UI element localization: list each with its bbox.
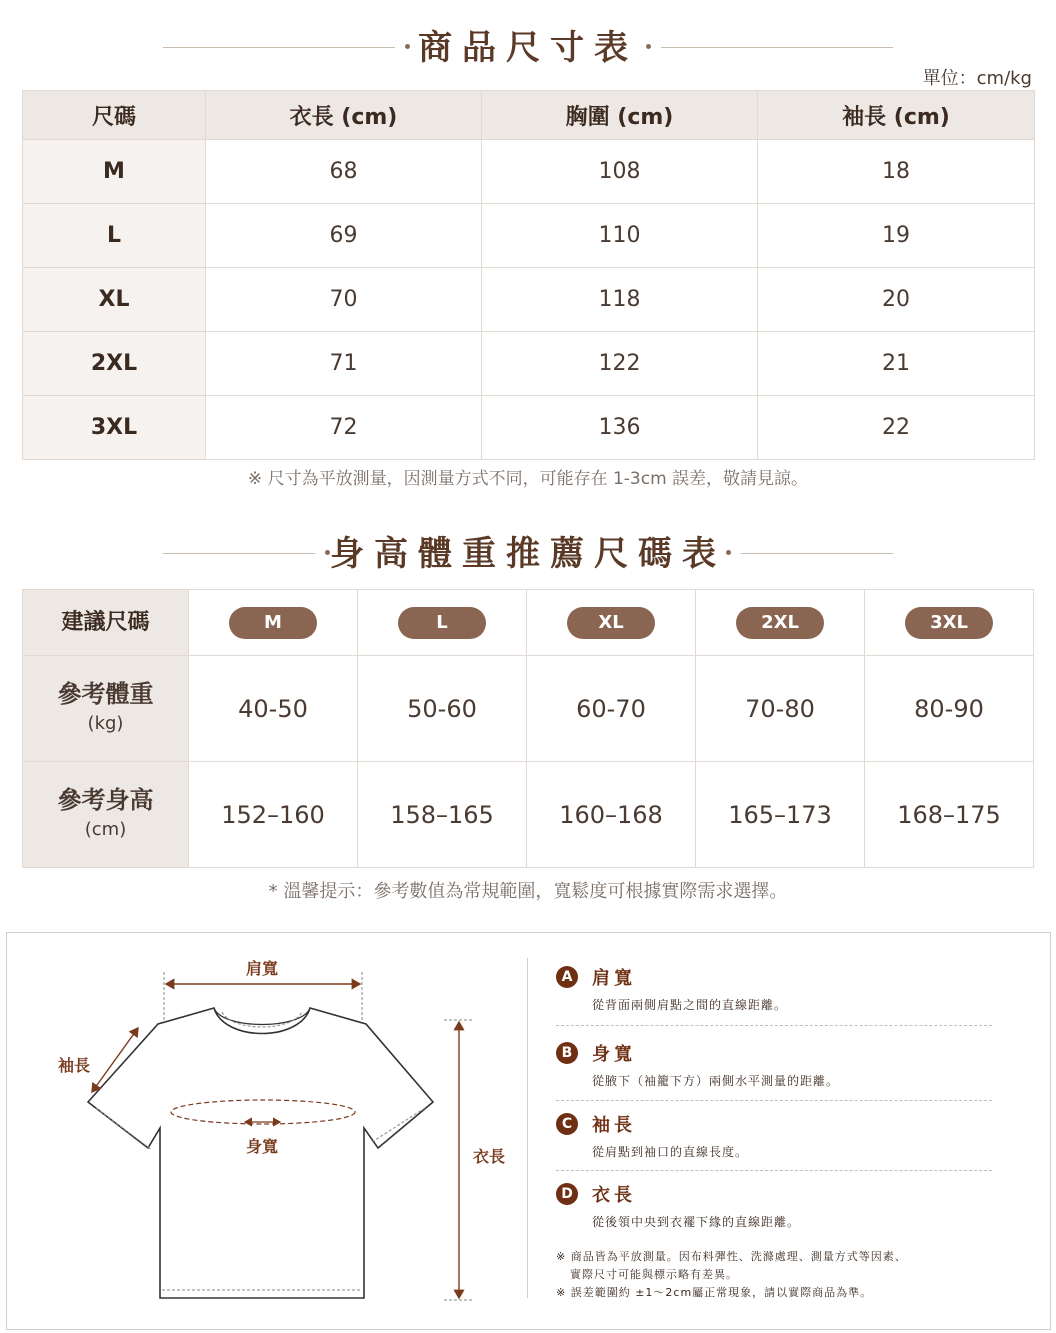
recommend-title: 身高體重推薦尺碼表 — [330, 534, 726, 574]
height-cell: 168–175 — [865, 762, 1034, 868]
header-size: 尺碼 — [23, 91, 206, 140]
table-row — [23, 332, 1035, 396]
badge-b: B — [556, 1042, 578, 1064]
size-cell — [696, 590, 865, 656]
table-row — [23, 204, 1035, 268]
cell-sleeve: 18 — [758, 140, 1035, 204]
length-label: 衣長 — [473, 1147, 506, 1166]
badge-d: D — [556, 1183, 578, 1205]
chest-label: 身寬 — [246, 1137, 279, 1156]
tshirt-diagram — [0, 932, 530, 1328]
weight-cell: 70-80 — [696, 656, 865, 762]
row-label-height — [23, 762, 189, 868]
weight-label: 參考體重 — [57, 679, 154, 708]
shoulder-label: 肩寬 — [246, 959, 279, 978]
sleeve-label: 袖長 — [58, 1056, 91, 1075]
panel-divider — [527, 958, 528, 1298]
fine-print-line: ※ 商品皆為平放測量。因布料彈性、洗滌處理、測量方式等因素、 — [556, 1250, 907, 1263]
dot-ornament — [646, 44, 651, 49]
weight-cell: 40-50 — [189, 656, 358, 762]
table-row — [23, 268, 1035, 332]
table-row — [23, 140, 1035, 204]
badge-c: C — [556, 1113, 578, 1135]
cell-length: 71 — [206, 332, 482, 396]
fine-print-line: ※ 誤差範圍約 ±1～2cm屬正常現象，請以實際商品為準。 — [556, 1286, 873, 1299]
divider — [556, 1170, 992, 1171]
guide-item-desc: 從腋下（袖籠下方）兩側水平測量的距離。 — [592, 1074, 840, 1088]
divider — [556, 1100, 992, 1101]
cell-chest: 122 — [482, 332, 758, 396]
size-pill: XL — [567, 607, 655, 639]
recommend-title-bar — [0, 534, 1056, 574]
table-row — [23, 656, 1034, 762]
recommend-table — [22, 589, 1034, 868]
recommend-note: * 溫馨提示：參考數值為常規範圍，寬鬆度可根據實際需求選擇。 — [268, 881, 788, 902]
cell-chest: 108 — [482, 140, 758, 204]
row-label-size: 建議尺碼 — [23, 590, 189, 656]
cell-sleeve: 21 — [758, 332, 1035, 396]
height-cell: 165–173 — [696, 762, 865, 868]
divider — [741, 553, 893, 554]
header-length: 衣長 (cm) — [206, 91, 482, 140]
size-chart-table — [22, 90, 1035, 460]
table-row — [23, 590, 1034, 656]
guide-item-desc: 從後領中央到衣襬下緣的直線距離。 — [592, 1215, 801, 1229]
weight-cell: 50-60 — [358, 656, 527, 762]
table-row — [23, 762, 1034, 868]
table-row — [23, 396, 1035, 460]
fine-print-line: 實際尺寸可能與標示略有差異。 — [570, 1268, 738, 1281]
height-label: 參考身高 — [57, 785, 154, 814]
height-unit: (cm) — [84, 818, 127, 840]
guide-item-title: 衣長 — [592, 1185, 636, 1206]
cell-chest: 136 — [482, 396, 758, 460]
guide-item-desc: 從背面兩側肩點之間的直線距離。 — [592, 998, 788, 1012]
row-label-weight — [23, 656, 189, 762]
size-cell — [358, 590, 527, 656]
height-cell: 152–160 — [189, 762, 358, 868]
size-pill: M — [229, 607, 317, 639]
weight-cell: 60-70 — [527, 656, 696, 762]
size-chart-note: ※ 尺寸為平放測量，因測量方式不同，可能存在 1-3cm 誤差，敬請見諒。 — [247, 469, 809, 489]
header-sleeve: 袖長 (cm) — [758, 91, 1035, 140]
guide-item-title: 肩寬 — [592, 968, 636, 989]
guide-item-title: 身寬 — [592, 1044, 636, 1065]
cell-length: 70 — [206, 268, 482, 332]
cell-sleeve: 22 — [758, 396, 1035, 460]
guide-item-desc: 從肩點到袖口的直線長度。 — [592, 1145, 749, 1159]
divider — [556, 1025, 992, 1026]
weight-unit: (kg) — [87, 712, 124, 734]
height-cell: 160–168 — [527, 762, 696, 868]
size-pill: L — [398, 607, 486, 639]
badge-a: A — [556, 966, 578, 988]
cell-sleeve: 20 — [758, 268, 1035, 332]
weight-cell: 80-90 — [865, 656, 1034, 762]
cell-chest: 118 — [482, 268, 758, 332]
height-cell: 158–165 — [358, 762, 527, 868]
header-chest: 胸圍 (cm) — [482, 91, 758, 140]
table-header-row — [23, 91, 1035, 140]
cell-size: 2XL — [23, 332, 206, 396]
divider — [661, 47, 893, 48]
size-cell — [189, 590, 358, 656]
cell-size: L — [23, 204, 206, 268]
cell-size: 3XL — [23, 396, 206, 460]
cell-length: 72 — [206, 396, 482, 460]
size-pill: 2XL — [736, 607, 824, 639]
cell-sleeve: 19 — [758, 204, 1035, 268]
cell-length: 68 — [206, 140, 482, 204]
cell-length: 69 — [206, 204, 482, 268]
size-cell — [527, 590, 696, 656]
guide-item-title: 袖長 — [592, 1115, 636, 1136]
size-chart-title: 商品尺寸表 — [418, 28, 638, 68]
size-cell — [865, 590, 1034, 656]
cell-size: XL — [23, 268, 206, 332]
cell-chest: 110 — [482, 204, 758, 268]
dot-ornament — [726, 550, 731, 555]
size-chart-title-bar — [0, 28, 1056, 68]
size-pill: 3XL — [905, 607, 993, 639]
cell-size: M — [23, 140, 206, 204]
unit-note: 單位：cm/kg — [922, 68, 1032, 89]
